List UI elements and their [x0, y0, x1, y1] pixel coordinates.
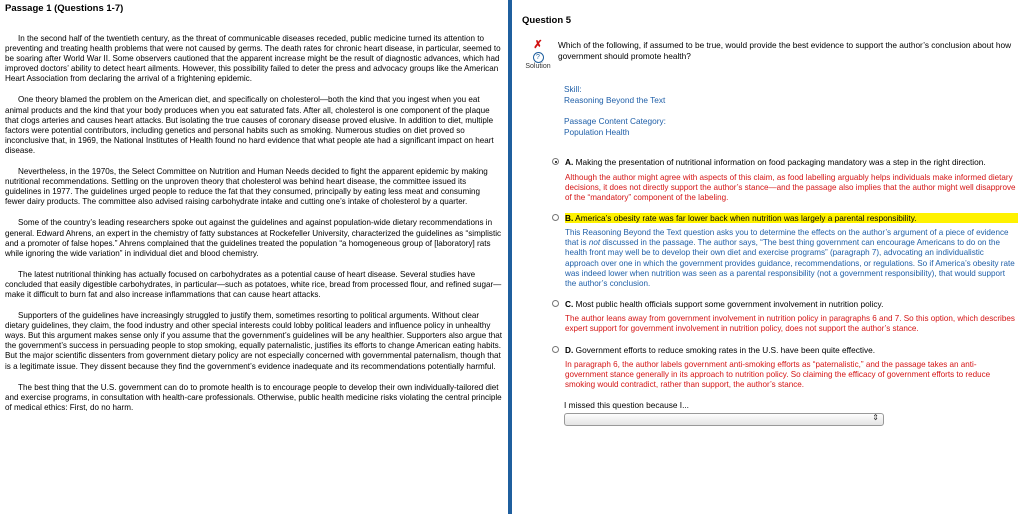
option-b-radio[interactable] [552, 214, 559, 221]
question-prompt-row [522, 40, 1018, 70]
missed-question-label: I missed this question because I... [564, 400, 689, 411]
option-c[interactable] [552, 299, 1018, 335]
option-d-radio[interactable] [552, 346, 559, 353]
option-b-label: America’s obesity rate was far lower back when nutrition was largely a parental responsibility. [575, 212, 917, 223]
x-mark-icon: ✗ [533, 39, 543, 51]
option-c-radio[interactable] [552, 300, 559, 307]
passage-paragraph-7: The best thing that the U.S. government can do to promote health is to encourage people to develop their own individually-tailored diet and exercise programs, in consultation with health-care professionals. Otherwise, public health medicine risks violating the central principle of medical ethics: First, do no harm. [5, 382, 502, 412]
question-title: Question 5 [522, 15, 572, 26]
passage-paragraph-4: Some of the country’s leading researchers spoke out against the guidelines and against population-wide dietary recommendations in general. Edward Ahrens, an expert in the chemistry of fatty substances at Rockefeller University, characterized the guidelines as “simplistic and a promoter of false hopes.” Ahrens complained that the guidelines treated the population “a homogeneous group of [laboratory] rats while ignoring the wide variation” in individual diet and blood chemistry. [5, 218, 502, 258]
solution-info-icon[interactable]: ? [533, 52, 544, 63]
option-d-label: Government efforts to reduce smoking rates in the U.S. have been quite effective. [575, 344, 876, 355]
option-c-text[interactable] [565, 299, 1018, 310]
solution-label[interactable]: Solution [525, 63, 551, 70]
option-c-explanation: The author leans away from government involvement in nutrition policy in paragraphs 6 and 7. So this option, which describes expert support for government involvement in nutrition policy, does not support the author’s stance. [565, 314, 1015, 334]
skill-value: Reasoning Beyond the Text [564, 94, 666, 105]
option-d-text[interactable] [565, 345, 1018, 356]
passage-paragraph-2: One theory blamed the problem on the American diet, and specifically on cholesterol—both the kind that you ingest when you eat animal products and the kind that your body produces when you eat saturated fats. After all, cholesterol is one component of the plaque that clogs arteries and causes heart attacks. But isolating the true causes of coronary disease proved elusive. In addition to diet, multiple factors were potential contributors, including genetics and personal habits such as smoking. Numerous studies on diet proved so inconclusive that, in 1969, the National Institutes of Health found no hard evidence that what people ate had a significant impact on heart disease. [5, 95, 494, 155]
passage-paragraph-1: In the second half of the twentieth century, as the threat of communicable diseases receded, public medicine turned its attention to preventing and treating health problems that were not caused by germs. The death rates for chronic heart disease, in particular, seemed to be soaring after World War II. Some observers cautioned that the apparent increase might be the result of diagnostic advances, which had improved doctors’ ability to detect heart ailments. However, this possibility failed to deter the press and advocacy groups like the American Heart Association from declaring the arrival of a frightening epidemic. [5, 34, 501, 84]
option-a-letter: A. [565, 157, 574, 167]
select-arrows-icon: ⇕ [872, 413, 879, 423]
option-d-explanation: In paragraph 6, the author labels government anti-smoking efforts as “paternalistic,” and the passage takes an anti-government stance generally in its approach to nutrition policy. So claiming the efficacy of government efforts to reduce smoking would contradict, rather than support, the author’s stance. [565, 360, 991, 390]
option-a-explanation: Although the author might agree with aspects of this claim, as food labelling arguably helps individuals make informed dietary decisions, it does not directly support the author’s stance—and the passage also implies that the author might well disapprove of the “mandatory” component of the labeling. [565, 172, 1016, 202]
option-a-text[interactable] [565, 157, 1018, 168]
option-c-label: Most public health officials support some government involvement in nutrition policy. [575, 298, 884, 309]
missed-reason-select[interactable] [564, 413, 884, 426]
passage-panel[interactable] [0, 0, 508, 514]
skill-block [564, 84, 1018, 105]
option-b-explanation [565, 228, 1018, 289]
skill-label: Skill: [564, 84, 582, 94]
option-c-letter: C. [565, 298, 574, 309]
option-a[interactable] [552, 157, 1018, 203]
option-b-letter: B. [565, 212, 574, 223]
category-block [564, 116, 1018, 137]
passage-paragraph-5: The latest nutritional thinking has actually focused on carbohydrates as a potential cause of heart disease. Several studies have concluded that easily digestible carbohydrates, in particular—such as potatoes, white rice, bread from processed flour, and refined sugar—make it difficult to burn fat and also increase inflammations that can cause heart attacks. [5, 269, 502, 299]
category-value: Population Health [564, 126, 630, 137]
category-label: Passage Content Category: [564, 116, 666, 126]
option-b-text[interactable] [565, 213, 1018, 224]
passage-title: Passage 1 (Questions 1-7) [5, 3, 124, 14]
option-d-letter: D. [565, 344, 574, 355]
passage-paragraph-3: Nevertheless, in the 1970s, the Select Committee on Nutrition and Human Needs decided to fight the apparent epidemic by making nutritional recommendations. Settling on the unproven theory that cholesterol was behind heart disease, the committee issued its guidelines in 1977. The guidelines urged people to reduce the fat that they consumed, principally by eating less meat and consuming fewer dairy products. The committee also advised raising carbohydrate intake and cutting one’s intake of cholesterol by a quarter. [5, 167, 488, 207]
option-b[interactable] [552, 213, 1018, 289]
question-prompt: Which of the following, if assumed to be true, would provide the best evidence to support the author’s conclusion about how government should promote health? [558, 40, 1012, 61]
option-b-explanation-part2: discussed in the passage. The author says, “The best thing government can encourage Americans to do on the health front may well be to develop their own diet and exercise programs” (paragraph 7), advocating an individualistic approach over one in which the government provides guidance, recommendations, or regulations. So if America’s obesity rate was indeed lower when nutrition was seen as a parental responsibility (not a government responsibility), that would support the author’s conclusion. [565, 238, 1015, 288]
passage-paragraph-6: Supporters of the guidelines have increasingly struggled to justify them, sometimes resorting to political arguments. Without clear dietary guidelines, they claim, the food industry and other special interests could lobby political leaders and influence policy in unhealthy ways. But this argument makes sense only if you assume that the government’s guidelines will be any healthier. Supporters also argue that the government’s success in persuading people to stop smoking, equally paternalistic, justifies its efforts to change American eating habits. But the major scientific dissenters from government dietary policy are not especially concerned with governmental paternalism, though that is a legitimate issue. They dissent because they find the government’s evidence inadequate and its recommendations potentially harmful. [5, 311, 502, 371]
status-icons [522, 40, 554, 70]
option-d[interactable] [552, 345, 1018, 391]
option-a-radio[interactable] [552, 158, 559, 165]
option-a-label: Making the presentation of nutritional information on food packaging mandatory was a step in the right direction. [575, 157, 986, 167]
option-b-explanation-part1: This Reasoning Beyond the Text question asks you to determine the effects on the author’s argument of a piece of evidence that is [565, 228, 1009, 248]
option-b-explanation-emphasis: not [588, 238, 601, 248]
question-panel[interactable] [512, 0, 1024, 514]
